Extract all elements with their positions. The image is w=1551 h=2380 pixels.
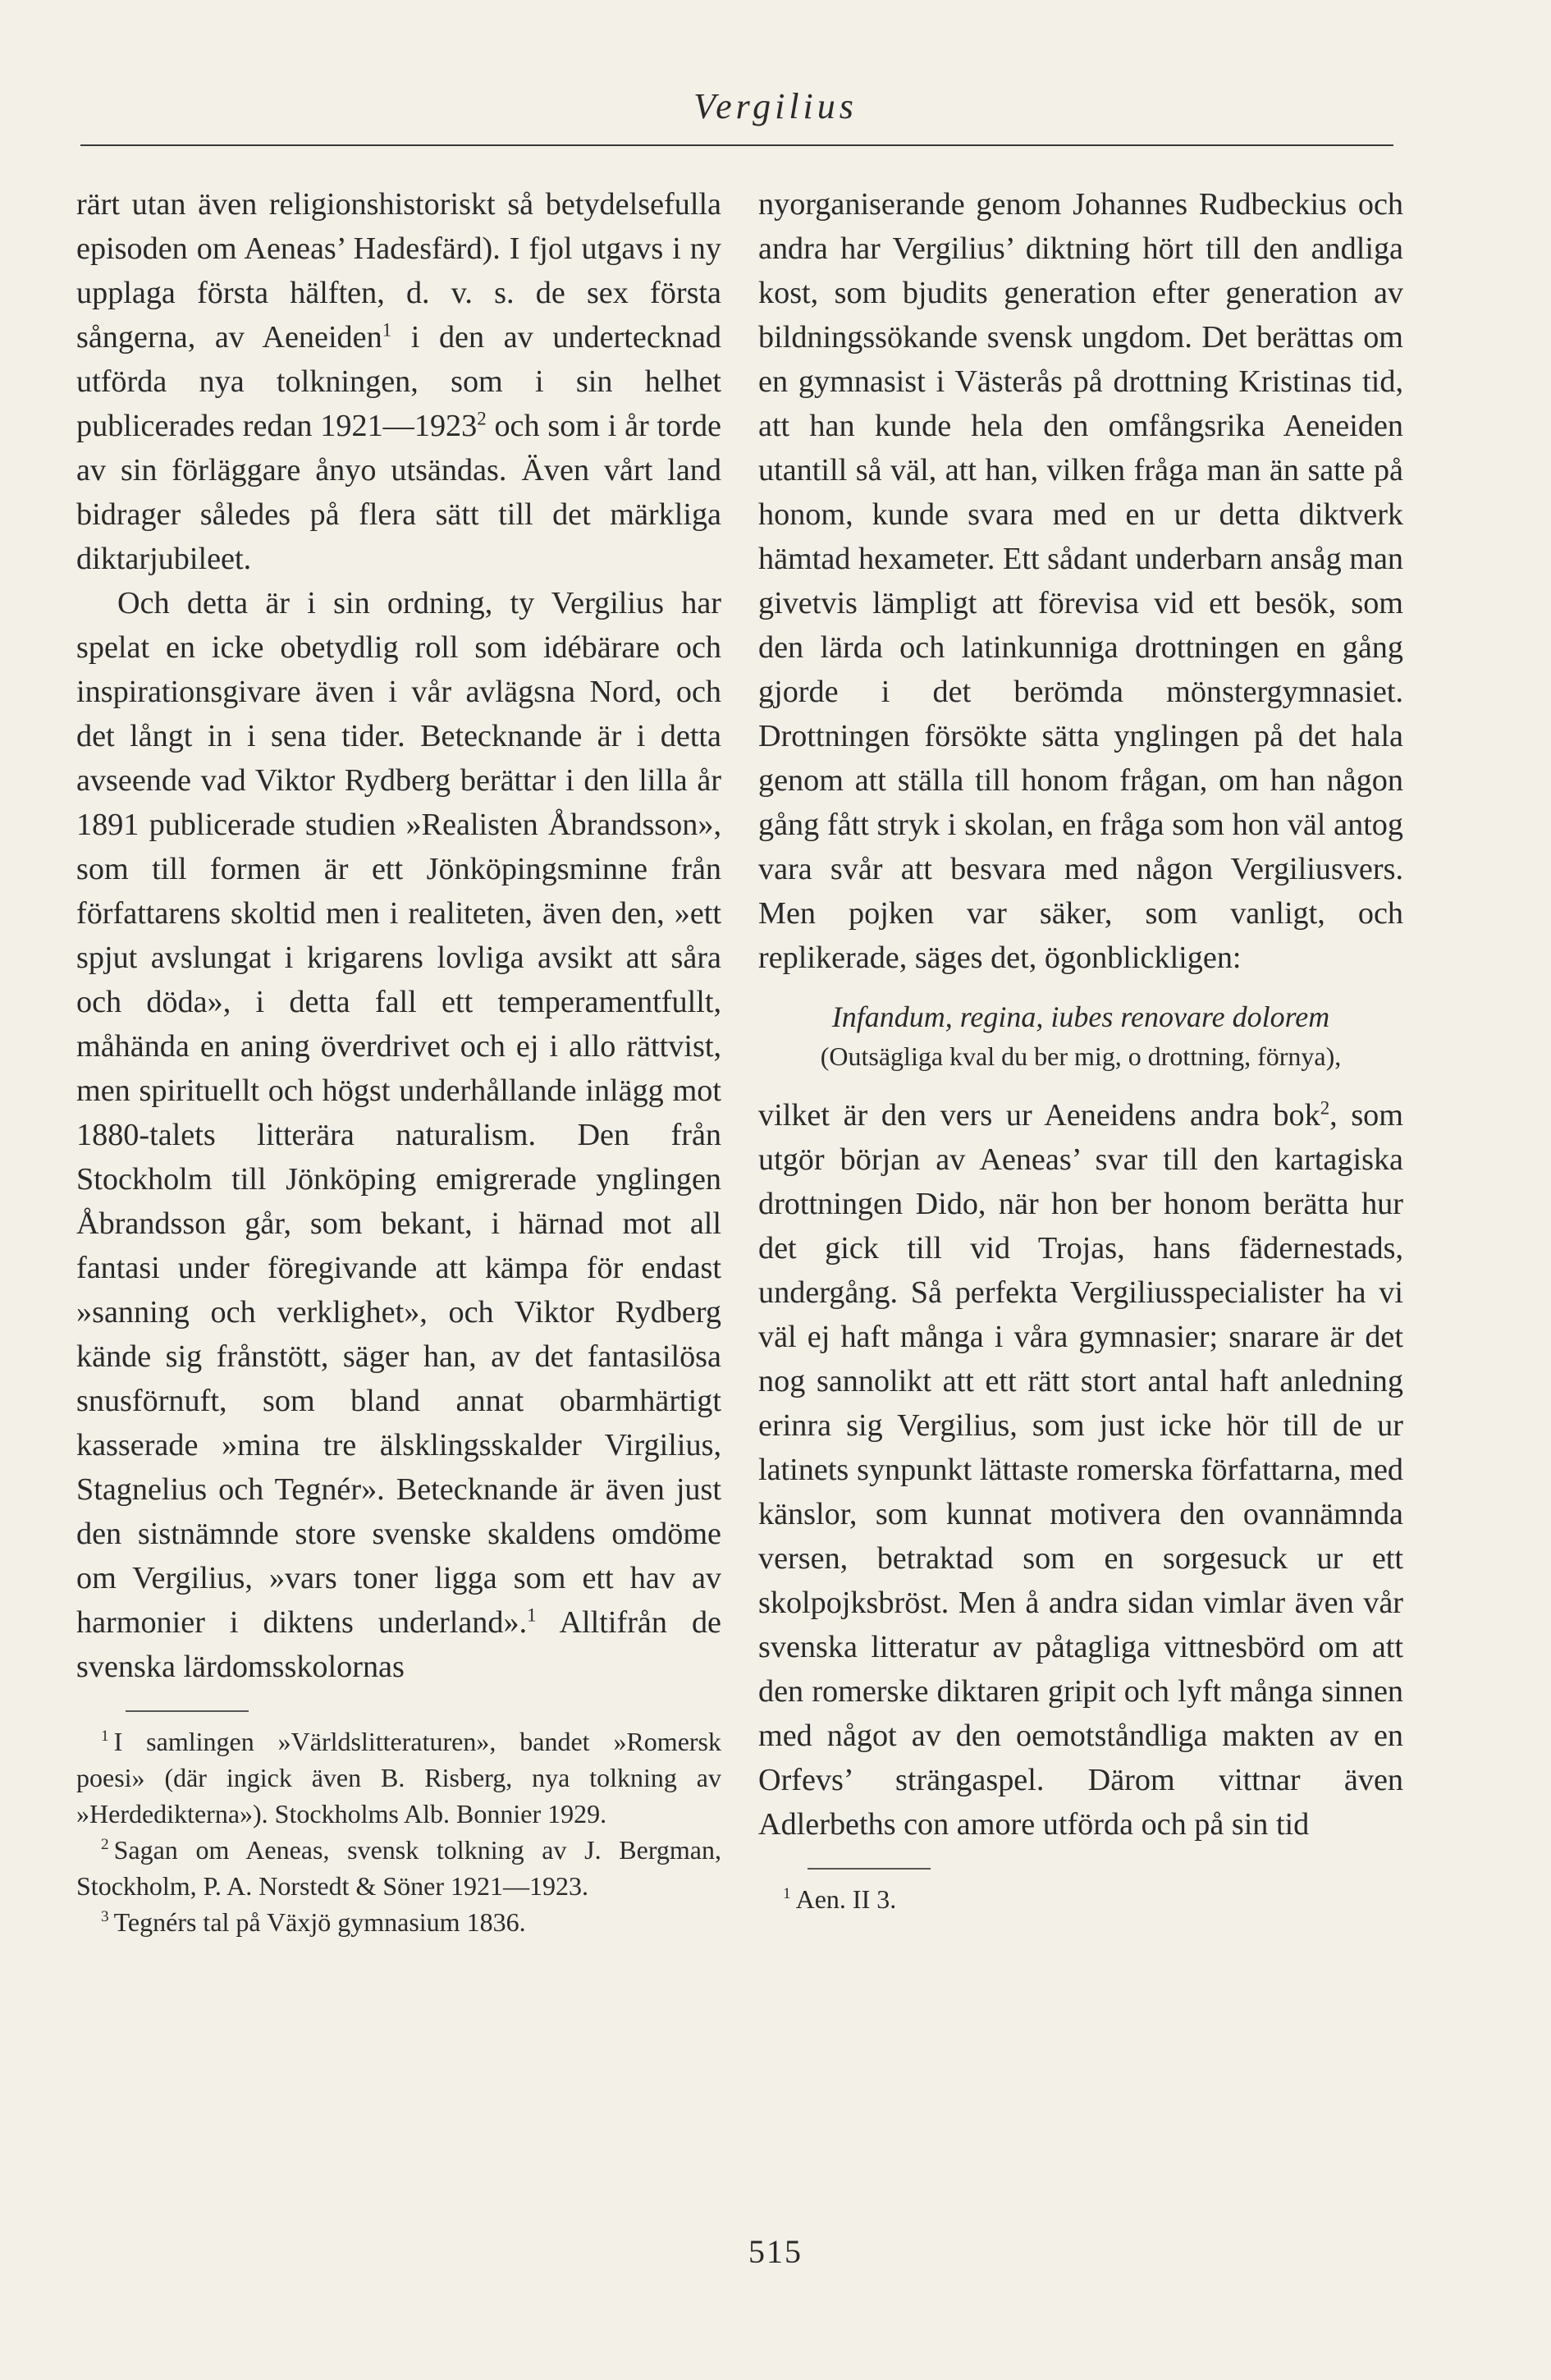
footnote-marker: 1 xyxy=(382,319,392,341)
footnote-marker: 2 xyxy=(477,408,487,429)
footnote-aen: $^1$ Aen. II 3. xyxy=(783,1884,897,1914)
right-body-text-continued xyxy=(758,1093,1403,1847)
latin-quote-block xyxy=(758,996,1403,1075)
left-body-text xyxy=(76,182,721,1689)
footnote-3: $^3$ Tegnérs tal på Växjö gymnasium 1836. xyxy=(101,1907,526,1937)
footnote-separator xyxy=(126,1710,249,1712)
right-footnotes xyxy=(758,1881,1403,1917)
left-footnotes xyxy=(76,1723,721,1940)
left-column xyxy=(76,182,721,1940)
footnote-1: $^1$ I samlingen »Världslitteraturen», bandet »Romersk poesi» (där ingick även B. Risberg, nya tolkning av »Herdedikterna»). Stockholms Alb. Bonnier 1929. xyxy=(76,1727,721,1828)
page-number: 515 xyxy=(748,2233,803,2270)
footnote-marker: 2 xyxy=(1320,1097,1330,1119)
quote-translation: (Outsägliga kval du ber mig, o drottning, förnya), xyxy=(820,1041,1342,1071)
right-paragraph-2: vilket är den vers ur Aeneidens andra bok$^2$, som utgör början av Aeneas’ svar till den kartagiska drottningen Dido, när hon ber honom berätta hur det gick till vid Trojas, hans fädernestads, undergång. Så perfekta Vergiliusspecialister ha vi väl ej haft många i våra gymnasier; snarare är det nog sannolikt att ett rätt stort antal haft anledning erinra sig Vergilius, som just icke hör till de ur latinets synpunkt lättaste romerska författarna, med känslor, som kunnat motivera den ovannämnda versen, betraktad som en sorgesuck ur ett skolpojksbröst. Men å andra sidan vimlar även vår svenska litteratur av påtagliga vittnesbörd om att den romerske diktaren gripit och lyft många sinnen med något av den oemotståndliga makten av en Orfevs’ strängaspel. Därom vittnar även Adlerbeths con amore utförda och på sin tid xyxy=(758,1097,1403,1842)
running-head: Vergilius xyxy=(693,86,858,126)
footnote-separator xyxy=(808,1868,931,1870)
header-rule xyxy=(80,144,1393,146)
right-column xyxy=(758,182,1403,1917)
footnote-marker: 1 xyxy=(527,1604,537,1626)
right-paragraph-1: nyorganiserande genom Johannes Rudbeckius och andra har Vergilius’ diktning hört till den andliga kost, som bjudits generation efter generation av bildningssökande svensk ungdom. Det berättas om en gymnasist i Västerås på drottning Kristinas tid, att han kunde hela den omfångsrika Aeneiden utantill så väl, att han, vilken fråga man än satte på honom, kunde svara med en ur detta diktverk hämtad hexameter. Ett sådant underbarn ansåg man givetvis lämpligt att förevisa vid ett besök, som den lärda och latinkunniga drottningen en gång gjorde i det berömda mönstergymnasiet. Drottningen försökte sätta ynglingen på det hala genom att ställa till honom frågan, om han någon gång fått stryk i skolan, en fråga som hon väl antog vara svår att besvara med någon Vergiliusvers. Men pojken var säker, som vanligt, och replikerade, säges det, ögonblickligen: xyxy=(758,187,1403,975)
right-body-text xyxy=(758,182,1403,980)
left-paragraph-2: Och detta är i sin ordning, ty Vergilius har spelat en icke obetydlig roll som idébärare och inspirationsgivare även i vår avlägsna Nord, och det långt in i sena tider. Betecknande är i detta avseende vad Viktor Rydberg berättar i den lilla år 1891 publicerade studien »Realisten Åbrandsson», som till formen är ett Jönköpingsminne från författarens skoltid men i realiteten, även den, »ett spjut avslungat i krigarens lovliga avsikt att såra och döda», i detta fall ett temperamentfullt, måhända en aning överdrivet och ej i allo rättvist, men spirituellt och högst underhållande inlägg mot 1880-talets litterära naturalism. Den från Stockholm till Jönköping emigrerade ynglingen Åbrandsson går, som bekant, i härnad mot all fantasi under föregivande att kämpa för endast »sanning och verklighet», och Viktor Rydberg kände sig frånstött, säger han, av det fantasilösa snusförnuft, som bland annat obarmhärtigt kasserade »mina tre älsklingsskalder Virgilius, Stagnelius och Tegnér». Betecknande är även just den sistnämnde store svenske skaldens omdöme om Vergilius, »vars toner ligga som ett hav av harmonier i diktens underland».$^1$ Alltifrån de svenska lärdomsskolornas xyxy=(76,586,721,1684)
left-paragraph-1: rärt utan även religionshistoriskt så betydelsefulla episoden om Aeneas’ Hadesfärd). I fjol utgavs i ny upplaga första hälften, d. v. s. de sex första sångerna, av Aeneiden$^1$ i den av undertecknad utförda nya tolkningen, som i sin helhet publicerades redan 1921—1923$^2$ och som i år torde av sin förläggare ånyo utsändas. Även vårt land bidrager således på flera sätt till det märkliga diktarjubileet. xyxy=(76,187,722,576)
footnote-2: $^2$ Sagan om Aeneas, svensk tolkning av J. Bergman, Stockholm, P. A. Norstedt & Söner 1921—1923. xyxy=(76,1835,721,1901)
latin-quote: Infandum, regina, iubes renovare dolorem xyxy=(831,1000,1330,1033)
